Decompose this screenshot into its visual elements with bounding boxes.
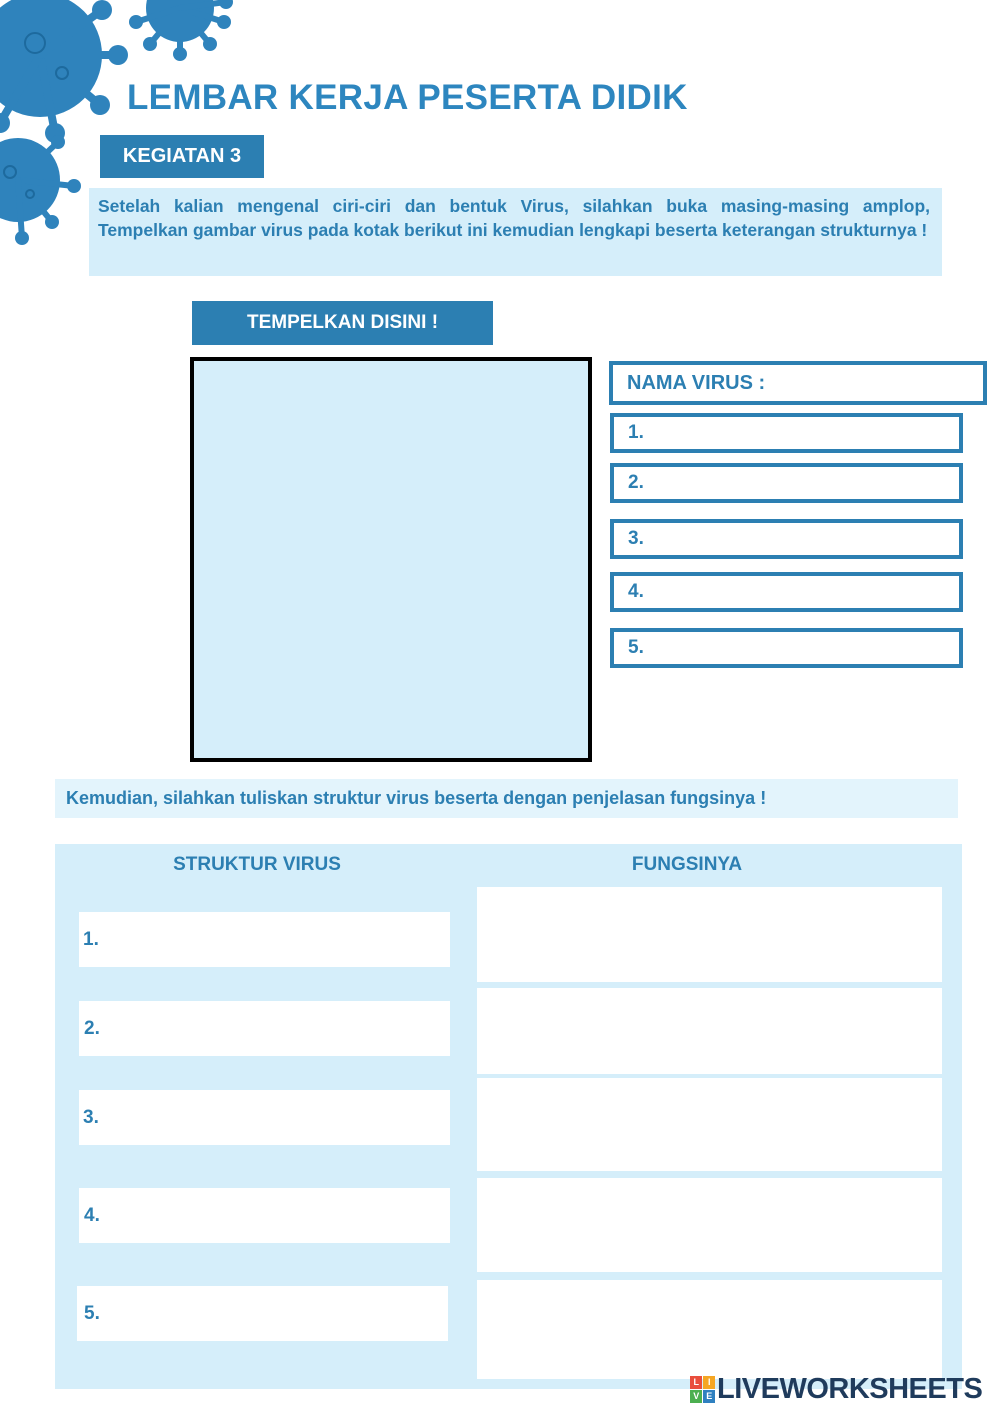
virus-name-field-5[interactable]: 5. [610,628,963,668]
structure-instruction: Kemudian, silahkan tuliskan struktur virus beserta dengan penjelasan fungsinya ! [55,779,958,818]
structure-field-3[interactable]: 3. [79,1090,450,1145]
structure-field-5[interactable]: 5. [77,1286,448,1341]
function-field-2[interactable] [477,988,942,1074]
function-field-4[interactable] [477,1178,942,1272]
structure-field-2[interactable]: 2. [79,1001,450,1056]
paste-here-label: TEMPELKAN DISINI ! [192,301,493,345]
structure-field-4[interactable]: 4. [79,1188,450,1243]
paste-area[interactable] [190,357,592,762]
virus-name-field-1[interactable]: 1. [610,413,963,453]
page-title: LEMBAR KERJA PESERTA DIDIK [127,78,688,117]
brand-name: LIVEWORKSHEETS [717,1372,983,1405]
function-field-5[interactable] [477,1280,942,1379]
structure-column-header: STRUKTUR VIRUS [173,854,341,875]
liveworksheets-icon: L I V E [690,1376,715,1403]
virus-name-field-2[interactable]: 2. [610,463,963,503]
liveworksheets-logo [690,1372,982,1406]
virus-name-field-4[interactable]: 4. [610,572,963,612]
function-column-header: FUNGSINYA [631,854,743,875]
activity-badge: KEGIATAN 3 [100,135,264,178]
virus-name-field-3[interactable]: 3. [610,519,963,559]
function-field-3[interactable] [477,1078,942,1171]
instruction-text: Setelah kalian mengenal ciri-ciri dan bentuk Virus, silahkan buka masing-masing amplop, Tempelkan gambar virus pada kotak berikut ini kemudian lengkapi beserta keterangan strukturnya ! [98,196,930,240]
function-field-1[interactable] [477,887,942,982]
virus-name-header: NAMA VIRUS : [609,361,987,405]
instruction-panel [89,188,942,276]
structure-field-1[interactable]: 1. [79,912,450,967]
